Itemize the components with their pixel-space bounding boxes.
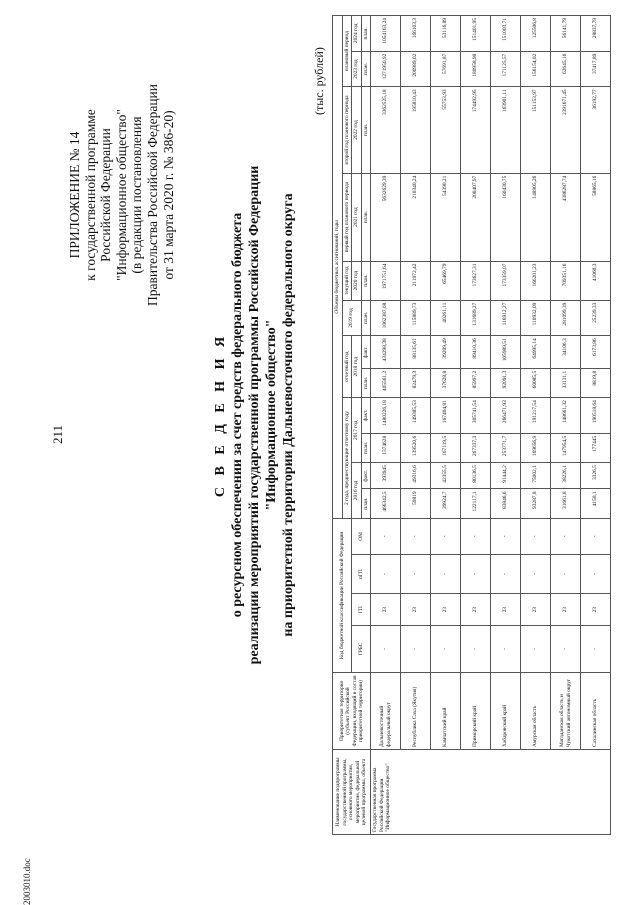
value-cell: - [371,554,401,593]
value-cell: 58865,16 [581,173,611,261]
value-cell: 151401,95 [461,16,491,52]
value-cell: 253771,7 [491,433,521,462]
col-header-2019: 2019 год [342,300,361,336]
value-cell: 1054163,24 [371,16,401,52]
col-header-plan: план. [361,16,371,52]
col-header-name: Наименование подпрограммы государственной программы, основного мероприятия, мероприятия, федеральной целевой программы, объекта [333,750,371,835]
value-cell: 59819 [401,489,431,518]
value-cell: 5632629,39 [371,173,401,261]
value-cell: 115889,73 [401,300,431,336]
value-cell: 174492,95 [461,87,491,173]
value-cell: 42355,5 [431,463,461,489]
value-cell: 139520,6 [401,433,431,462]
value-cell: 92091,3 [491,368,521,397]
col-header-first: первый год планового периода [342,173,352,261]
value-cell: 33131,1 [551,368,581,397]
value-cell: 39209,49 [431,336,461,369]
col-header-2018: 2018 год [352,336,362,398]
value-cell: 28837,79 [581,16,611,52]
territory-cell: Республика Саха (Якутия) [401,673,431,750]
value-cell: - [461,518,491,554]
col-header-current: текущий год [342,261,352,300]
value-cell: 122117,1 [461,489,491,518]
value-cell: 53116,89 [431,16,461,52]
table-body [371,16,611,835]
value-cell: 173627,31 [461,261,491,300]
value-cell: 200989,02 [401,51,431,87]
value-cell: 195810,43 [401,87,431,173]
value-cell: 64995,14 [521,336,551,369]
value-cell: 393945 [371,463,401,489]
value-cell: 709351,16 [551,261,581,300]
col-header-2022: 2022 год [352,87,362,173]
value-cell: 110932,09 [521,300,551,336]
value-cell: 151153,97 [521,87,551,173]
value-cell: 177445 [581,433,611,462]
value-cell: 173359,07 [491,261,521,300]
col-header-gp: ГП [352,594,371,626]
col-header-2016: 2016 год [352,463,362,519]
value-cell: 156154,02 [521,51,551,87]
value-cell: 38226,1 [551,463,581,489]
table-row [551,16,581,835]
value-cell: 125506,8 [521,16,551,52]
value-cell: 62645,16 [551,51,581,87]
value-cell: 171125,57 [491,51,521,87]
value-cell: 82479,3 [401,368,431,397]
col-header-code: Код бюджетной классификации Российской Федерации [333,518,352,672]
col-header-volumes: Объемы бюджетных ассигнований, годы [333,16,343,519]
value-cell: 180958,98 [461,51,491,87]
value-cell: 55753,93 [431,87,461,173]
value-cell: 200407,97 [461,173,491,261]
value-cell: 60085,5 [521,368,551,397]
value-cell: 281099,39 [551,300,581,336]
value-cell: 191217,54 [521,398,551,434]
value-cell: 148661,32 [551,398,581,434]
territory-cell: Сахалинская область [581,673,611,750]
appendix-line: от 31 марта 2020 г. № 386-20) [160,110,176,280]
title-line: на приоритетной территории Дальневосточного федерального округа [281,193,296,637]
page-number: 211 [50,424,65,444]
value-cell: 6173,86 [581,336,611,369]
col-header-fact: факт. [361,463,371,489]
territory-cell: Магаданская область и Чукотский автономный округ [551,673,581,750]
value-cell: 34106,3 [551,336,581,369]
territory-cell: Хабаровский край [491,673,521,750]
value-cell: 75002,1 [521,463,551,489]
value-cell: 266471,93 [491,398,521,434]
value-cell: 434298,38 [371,336,401,369]
value-cell: - [401,554,431,593]
col-header-plan: план. [361,87,371,173]
value-cell: 1271950,92 [371,51,401,87]
value-cell: 23 [581,594,611,626]
document-footer: 2003010.doc [22,858,32,905]
value-cell: - [461,626,491,673]
value-cell: 166103,3 [401,16,431,52]
col-header-prev2: 2 года, предшествующие отчетному году [342,398,352,519]
col-header-fact: факт. [361,336,371,369]
value-cell: 23 [521,594,551,626]
value-cell: - [551,554,581,593]
value-cell: 1374628 [371,433,401,462]
value-cell: 2391671,45 [551,87,581,173]
value-cell: 54390,21 [431,173,461,261]
table-row [581,16,611,835]
value-cell: 166201,23 [521,261,551,300]
program-name-cell: Государственная программа Российской Федерации "Информационное общество" [371,750,611,835]
col-header-om: ОМ [352,518,371,554]
value-cell: 40261,11 [431,300,461,336]
table-row [491,16,521,835]
value-cell: 148905,26 [521,173,551,261]
table-row [431,16,461,835]
value-cell: - [461,554,491,593]
value-cell: 23 [401,594,431,626]
value-cell: 89410,36 [461,336,491,369]
col-header-2020: 2020 год [352,261,362,300]
value-cell: 65469,79 [431,261,461,300]
col-header-plan: план. [361,261,371,300]
col-header-grbs: ГРБС [352,626,371,673]
value-cell: 169656,9 [521,433,551,462]
territory-cell: Дальневосточный федеральный округ [371,673,401,750]
value-cell: 163901,11 [491,87,521,173]
value-cell: 105989,51 [491,336,521,369]
value-cell: 160430,75 [491,173,521,261]
value-cell: 23 [551,594,581,626]
col-header-2021: 2021 год [352,173,362,261]
value-cell: - [551,518,581,554]
value-cell: - [431,626,461,673]
appendix-line: Правительства Российской Федерации [144,84,160,306]
col-header-plan: план. [361,368,371,397]
value-cell: 1480226,18 [371,398,401,434]
value-cell: 8819,8 [581,368,611,397]
col-header-plan: план. [361,433,371,462]
value-cell: - [371,626,401,673]
title-line: о ресурсном обеспечении за счет средств федерального бюджета [230,212,245,618]
value-cell: 3362525,18 [371,87,401,173]
value-cell: 41060,3 [581,261,611,300]
value-cell: 466342,5 [371,489,401,518]
col-header-plan: план. [361,173,371,261]
col-header-pgp: пГП [352,554,371,593]
value-cell: - [581,554,611,593]
value-cell: 190518,64 [581,398,611,434]
appendix-line: ПРИЛОЖЕНИЕ № 14 [67,131,82,259]
value-cell: 210340,24 [401,173,431,261]
value-cell: - [401,518,431,554]
value-cell: 80136,5 [461,463,491,489]
value-cell: 405561,2 [371,368,401,397]
value-cell: 1062387,08 [371,300,401,336]
col-header-report: отчетный год [342,336,352,398]
territory-cell: Приморский край [461,673,491,750]
value-cell: 23 [461,594,491,626]
col-header-planned: плановый период [342,16,352,87]
appendix-line: Российской Федерации [98,128,114,262]
appendix-line: к государственной программе [82,109,98,281]
value-cell: 23 [371,594,401,626]
value-cell: 25239,33 [581,300,611,336]
value-cell: 57691,87 [431,51,461,87]
territory-cell: Амурская область [521,673,551,750]
value-cell: 151003,71 [491,16,521,52]
appendix-line: (в редакции постановления [129,116,145,274]
appendix-block [67,45,176,345]
territory-cell: Камчатский край [431,673,461,750]
col-header-2019-plan: план. [361,300,371,336]
value-cell: 93287,8 [521,489,551,518]
col-header-plan: план. [361,489,371,518]
value-cell: - [401,626,431,673]
value-cell: 85997,2 [461,368,491,397]
col-header-2023: 2023 год [352,51,362,87]
units-label: (тыс. рублей) [312,47,326,115]
value-cell: - [491,518,521,554]
value-cell: - [521,554,551,593]
value-cell: - [521,626,551,673]
table-row [371,16,401,835]
value-cell: 88135,61 [401,336,431,369]
value-cell: 167404,81 [431,398,461,434]
value-cell: 1971751,64 [371,261,401,300]
col-header-2024: 2024 год [352,16,362,52]
value-cell: - [371,518,401,554]
col-header-2017: 2017 год [352,398,362,463]
value-cell: 149385,53 [401,398,431,434]
value-cell: - [551,626,581,673]
value-cell: 56141,79 [551,16,581,52]
col-header-second: второй год планового периода [342,87,352,173]
col-header-plan: план. [361,51,371,87]
value-cell: - [491,554,521,593]
document-title [212,155,297,675]
value-cell: - [431,554,461,593]
value-cell: 3326,5 [581,463,611,489]
value-cell: 49316,6 [401,463,431,489]
value-cell: - [491,626,521,673]
value-cell: 4158,1 [581,489,611,518]
value-cell: 167119,5 [431,433,461,462]
col-header-fact: факт. [361,398,371,434]
value-cell: 116912,27 [491,300,521,336]
table-row [401,16,431,835]
appendix-line: "Информационное общество" [113,109,129,281]
value-cell: 31661,8 [551,489,581,518]
value-cell: 83846,6 [491,489,521,518]
value-cell: 39924,7 [431,489,461,518]
value-cell: 23 [491,594,521,626]
value-cell: - [431,518,461,554]
value-cell: 4386287,74 [551,173,581,261]
value-cell: 147954,5 [551,433,581,462]
value-cell: 37417,89 [581,51,611,87]
table-row [521,16,551,835]
value-cell: - [581,518,611,554]
value-cell: 23 [431,594,461,626]
value-cell: 36192,77 [581,87,611,173]
value-cell: 211972,42 [401,261,431,300]
value-cell: - [581,626,611,673]
value-cell: 267337,3 [461,433,491,462]
value-cell: 131689,27 [461,300,491,336]
value-cell: 305741,54 [461,398,491,434]
value-cell: - [521,518,551,554]
value-cell: 37628,8 [431,368,461,397]
value-cell: 91444,2 [491,463,521,489]
table-row [461,16,491,835]
budget-table [332,15,611,835]
title-heading: С В Е Д Е Н И Я [213,332,228,498]
col-header-territory: Приоритетная территория (субъект Российской Федерации, входящий в состав приоритетной территории) [333,673,371,750]
title-line: реализации мероприятий государственной программы Российской Федерации "Информационное общество" [247,165,279,665]
